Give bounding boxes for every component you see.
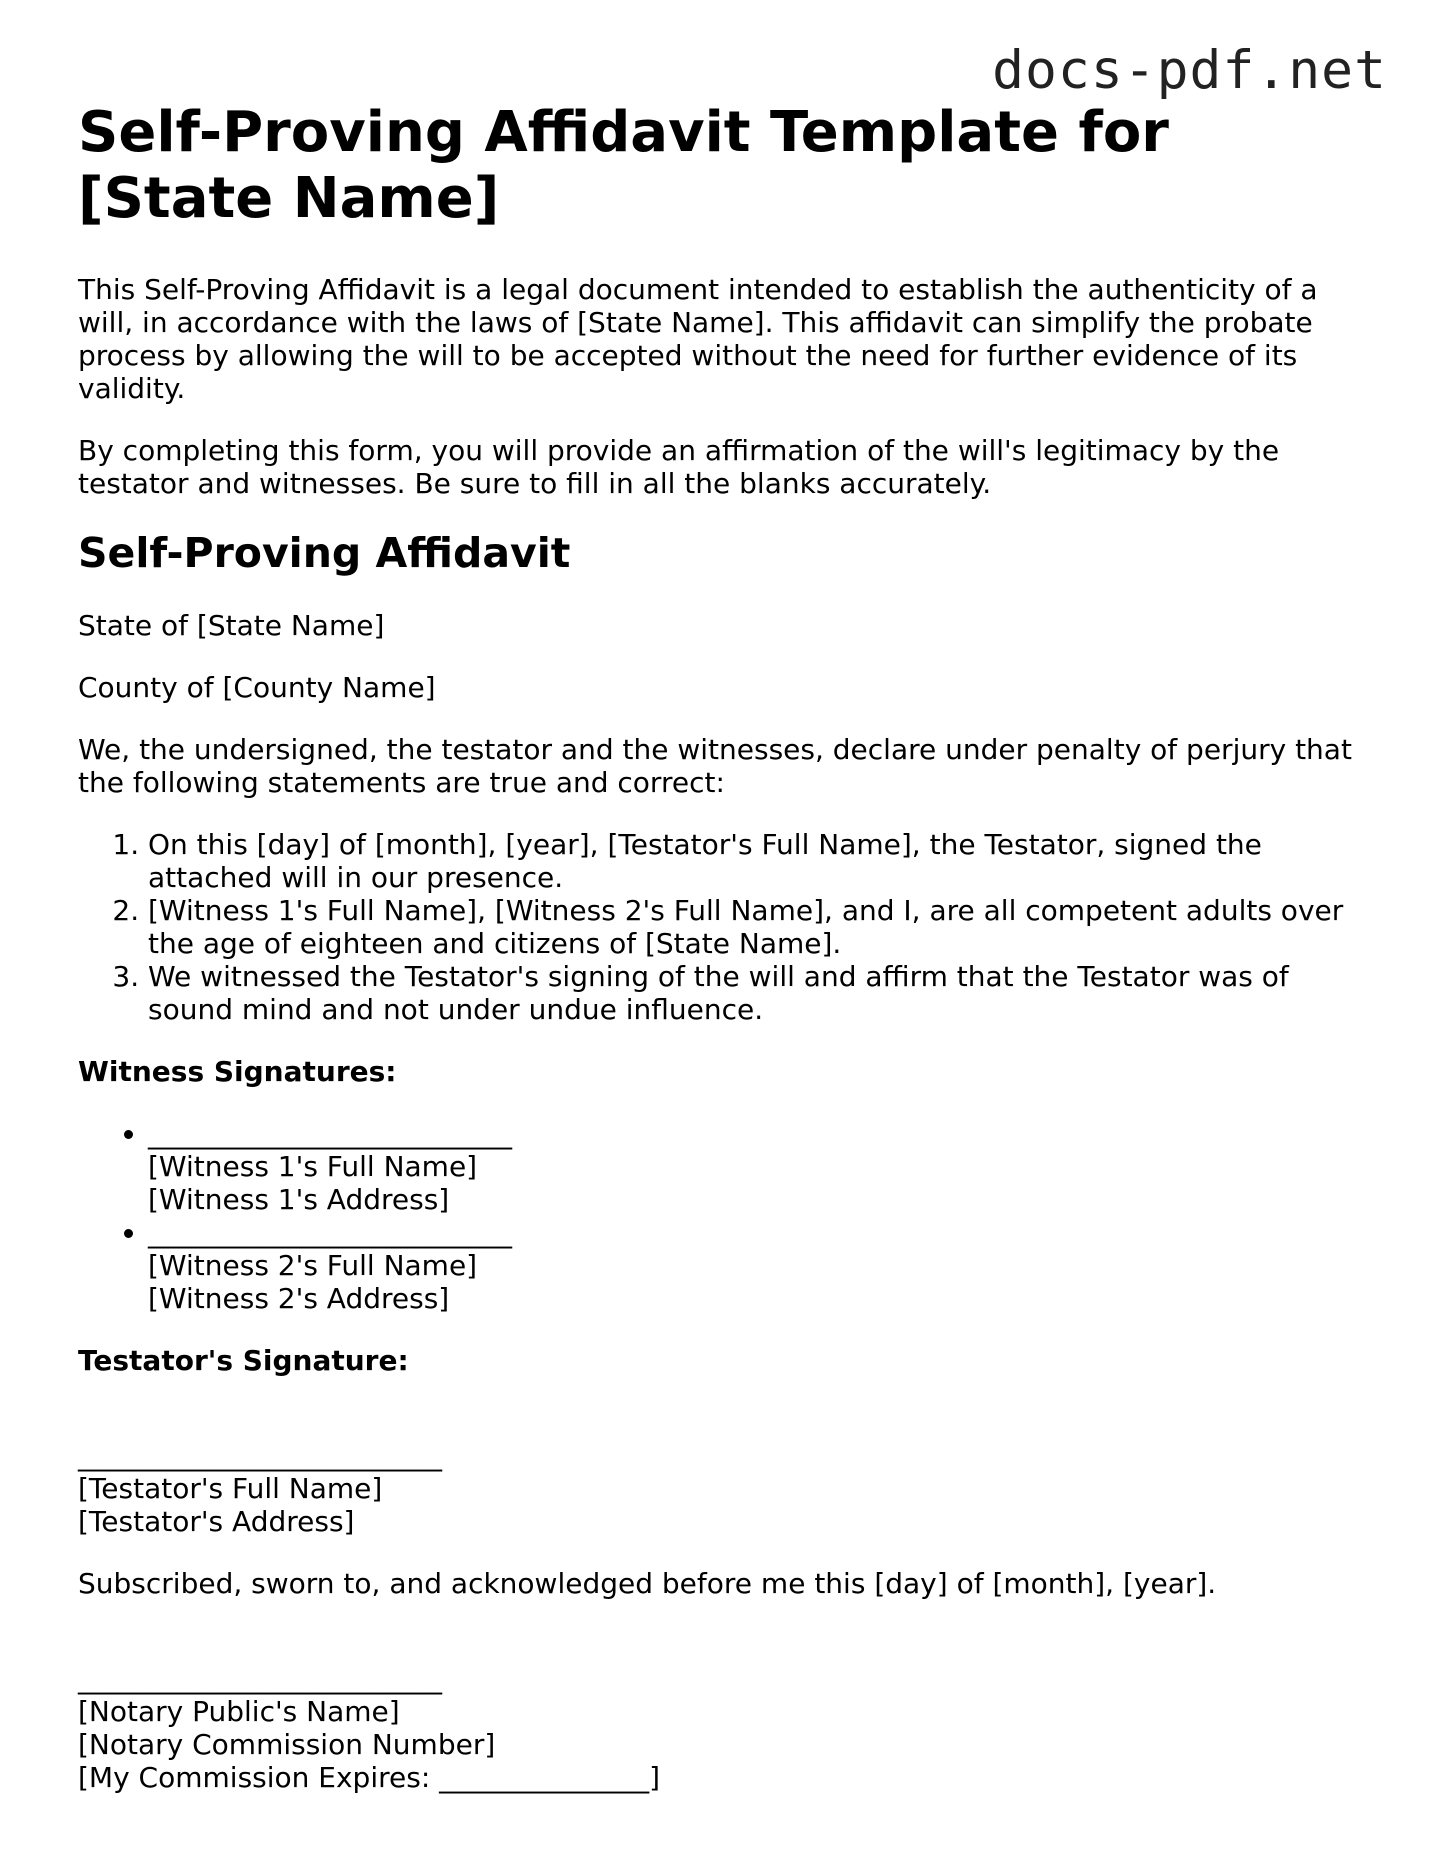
subscribed-paragraph: Subscribed, sworn to, and acknowledged before me this [day] of [month], [year]. (78, 1567, 1217, 1600)
witness-name: [Witness 2's Full Name] (148, 1249, 478, 1282)
statement-item: 2. [Witness 1's Full Name], [Witness 2's Full Name], and I, are all competent adults over the age of eighteen and citizens of [State Name]. (148, 894, 1378, 960)
witness-address: [Witness 2's Address] (148, 1282, 450, 1315)
witness-signatures-list (78, 1117, 1378, 1315)
state-line: State of [State Name] (78, 609, 385, 642)
testator-signature-block (78, 1406, 1378, 1538)
signature-spacer (78, 1629, 1378, 1662)
testator-address: [Testator's Address] (78, 1505, 355, 1538)
testator-signature-line: __________________________ (78, 1439, 442, 1472)
county-line: County of [County Name] (78, 671, 436, 704)
statement-item: 1. On this [day] of [month], [year], [Testator's Full Name], the Testator, signed the attached will in our presence. (148, 828, 1378, 894)
notary-commission-number: [Notary Commission Number] (78, 1728, 496, 1761)
section-heading: Self-Proving Affidavit (78, 529, 571, 577)
testator-signature-label: Testator's Signature: (78, 1344, 409, 1377)
intro-paragraph-2: By completing this form, you will provide an affirmation of the will's legitimacy by the testator and witnesses. Be sure to fill in all the blanks accurately. (78, 434, 1280, 500)
witness-signature-line: • __________________________ (148, 1117, 512, 1150)
witness-address: [Witness 1's Address] (148, 1183, 450, 1216)
notary-name: [Notary Public's Name] (78, 1695, 400, 1728)
declaration-paragraph: We, the undersigned, the testator and the witnesses, declare under penalty of perjury that the following statements are true and correct: (78, 733, 1352, 799)
watermark: docs-pdf.net (992, 40, 1387, 101)
intro-paragraph-1: This Self-Proving Affidavit is a legal document intended to establish the authenticity of a will, in accordance with the laws of [State Name]. This affidavit can simplify the probate process by allowing the will to be accepted without the need for further evidence of its validity. (78, 273, 1318, 405)
notary-commission-expires: [My Commission Expires: _______________] (78, 1761, 661, 1794)
witness-signature-line: • __________________________ (148, 1216, 512, 1249)
notary-block (78, 1629, 1378, 1794)
document-title: Self-Proving Affidavit Template for [State Name] (78, 100, 1169, 231)
testator-name: [Testator's Full Name] (78, 1472, 383, 1505)
statement-item: 3. We witnessed the Testator's signing of the will and affirm that the Testator was of sound mind and not under undue influence. (148, 960, 1378, 1026)
witness-signature-item (148, 1117, 1378, 1216)
witness-signature-item (148, 1216, 1378, 1315)
document-page (78, 100, 1378, 1794)
signature-spacer (78, 1406, 1378, 1439)
witness-signatures-label: Witness Signatures: (78, 1055, 397, 1088)
notary-signature-line: __________________________ (78, 1662, 442, 1695)
statements-list (78, 828, 1378, 1026)
witness-name: [Witness 1's Full Name] (148, 1150, 478, 1183)
